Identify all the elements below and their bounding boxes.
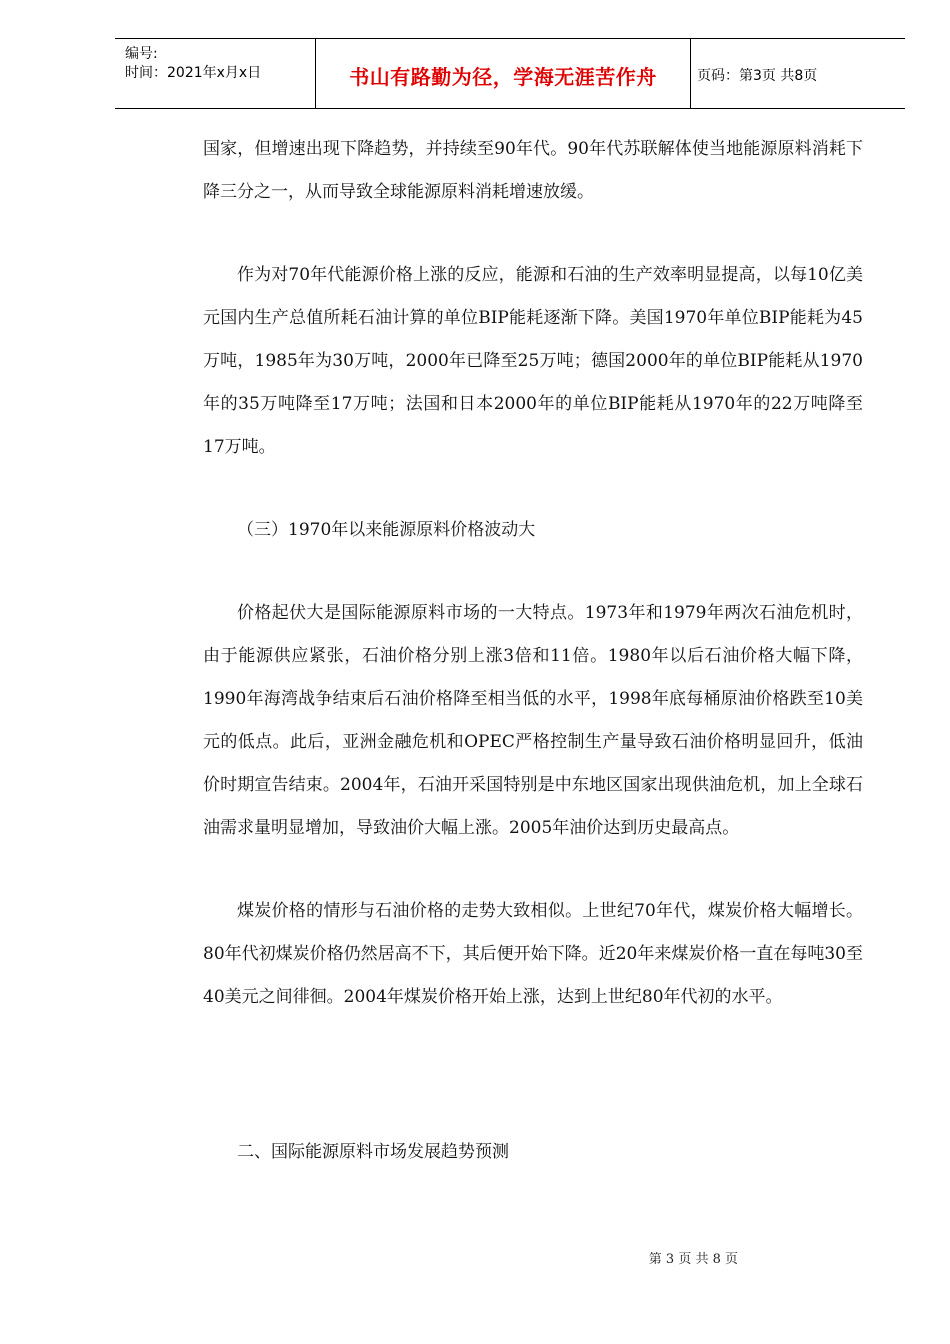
header-page-cell [691,39,905,108]
paragraph-energy-efficiency: 作为对70年代能源价格上涨的反应，能源和石油的生产效率明显提高，以每10亿美元国内生产总值所耗石油计算的单位BIP能耗逐渐下降。美国1970年单位BIP能耗为45万吨，1985年为30万吨，2000年已降至25万吨；德国2000年的单位BIP能耗从1970年的35万吨降至17万吨；法国和日本2000年的单位BIP能耗从1970年的22万吨降至17万吨。 [203,265,863,457]
header-motto-cell [315,39,691,108]
page-footer: 第 3 页 共 8 页 [648,1252,738,1267]
paragraph-oil-prices: 价格起伏大是国际能源原料市场的一大特点。1973年和1979年两次石油危机时，由于能源供应紧张，石油价格分别上涨3倍和11倍。1980年以后石油价格大幅下降，1990年海湾战争结束后石油价格降至相当低的水平，1998年底每桶原油价格跌至10美元的低点。此后，亚洲金融危机和OPEC严格控制生产量导致石油价格明显回升，低油价时期宣告结束。2004年，石油开采国特别是中东地区国家出现供油危机，加上全球石油需求量明显增加，导致油价大幅上涨。2005年油价达到历史最高点。 [203,603,863,838]
paragraph-continuation: 国家，但增速出现下降趋势，并持续至90年代。90年代苏联解体使当地能源原料消耗下降三分之一，从而导致全球能源原料消耗增速放缓。 [203,139,863,202]
document-number-label: 编号: [125,46,158,62]
section-heading-market-forecast: 二、国际能源原料市场发展趋势预测 [237,1142,509,1162]
header-motto: 书山有路勤为径，学海无涯苦作舟 [349,65,657,89]
document-body [203,128,863,1174]
header-info-cell [115,39,315,108]
section-heading-price-volatility: （三）1970年以来能源原料价格波动大 [237,520,536,540]
paragraph-coal-prices: 煤炭价格的情形与石油价格的走势大致相似。上世纪70年代，煤炭价格大幅增长。80年代初煤炭价格仍然居高不下，其后便开始下降。近20年来煤炭价格一直在每吨30至40美元之间徘徊。2004年煤炭价格开始上涨，达到上世纪80年代初的水平。 [203,901,863,1007]
header-page-number: 页码：第3页 共8页 [697,68,818,84]
page-header [115,38,905,109]
document-time-label: 时间：2021年x月x日 [125,65,262,81]
